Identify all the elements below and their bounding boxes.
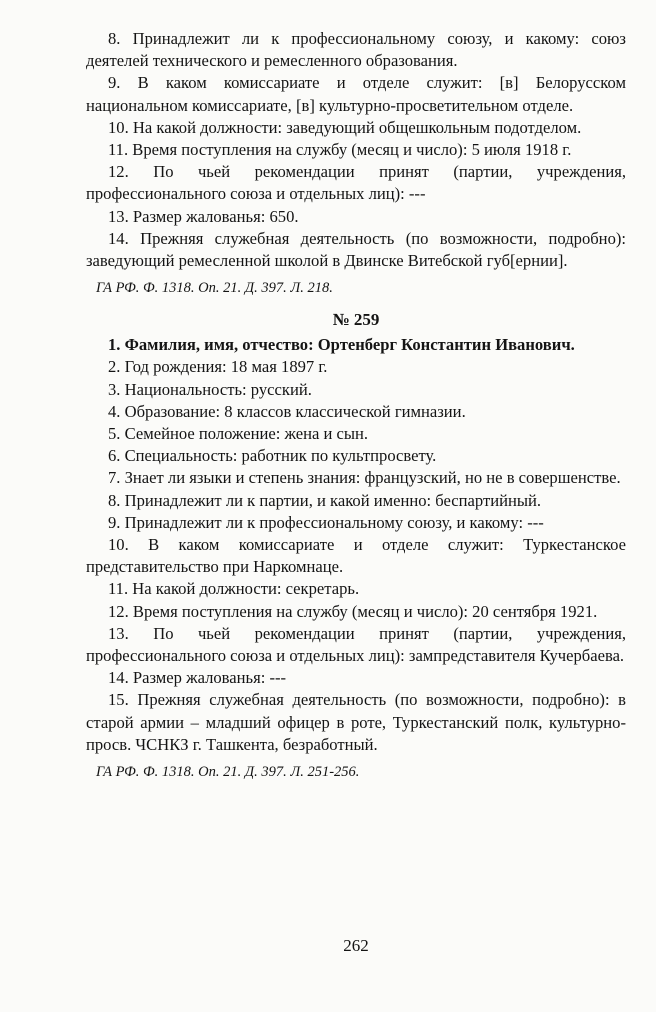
item-8-union: 8. Принадлежит ли к профессиональному союзу, и какому: союз деятелей технического и ремесленного образования. bbox=[86, 29, 626, 71]
archive-citation: ГА РФ. Ф. 1318. Оп. 21. Д. 397. Л. 218. bbox=[96, 280, 333, 297]
item-3-nationality: 3. Национальность: русский. bbox=[108, 379, 312, 399]
item-11-start-date: 11. Время поступления на службу (месяц и число): 5 июля 1918 г. bbox=[108, 140, 572, 160]
archive-citation: ГА РФ. Ф. 1318. Оп. 21. Д. 397. Л. 251-256. bbox=[96, 764, 360, 781]
item-5-family-status: 5. Семейное положение: жена и сын. bbox=[108, 424, 369, 444]
item-15-previous-service: 15. Прежняя служебная деятельность (по возможности, подробно): в старой армии – младший офицер в роте, Туркестанский полк, культурно-просв. ЧСНКЗ г. Ташкента, безработный. bbox=[86, 690, 626, 754]
page-number: 262 bbox=[343, 936, 369, 955]
item-9-commissariat: 9. В каком комиссариате и отделе служит: [в] Белорусском национальном комиссариате, [в] культурно-просветительном отделе. bbox=[86, 73, 626, 115]
item-10-commissariat: 10. В каком комиссариате и отделе служит: Туркестанское представительство при Наркомнаце. bbox=[86, 535, 626, 577]
item-1-full-name: 1. Фамилия, имя, отчество: Ортенберг Константин Иванович. bbox=[108, 335, 575, 355]
item-9-union: 9. Принадлежит ли к профессиональному союзу, и какому: --- bbox=[108, 512, 544, 532]
item-13-salary: 13. Размер жалованья: 650. bbox=[108, 206, 299, 226]
item-14-previous-service: 14. Прежняя служебная деятельность (по возможности, подробно): заведующий ремесленной школой в Двинске Витебской губ[ернии]. bbox=[86, 228, 626, 271]
item-12-recommendation: 12. По чьей рекомендации принят (партии, учреждения, профессионального союза и отдельных лиц): --- bbox=[86, 162, 626, 204]
item-6-specialty: 6. Специальность: работник по культпросвету. bbox=[108, 446, 437, 466]
item-13-recommendation: 13. По чьей рекомендации принят (партии, учреждения, профессионального союза и отдельных лиц): зампредставителя Кучербаева. bbox=[86, 623, 626, 666]
item-7-languages: 7. Знает ли языки и степень знания: французский, но не в совершенстве. bbox=[108, 468, 621, 488]
item-8-party: 8. Принадлежит ли к партии, и какой именно: беспартийный. bbox=[108, 490, 542, 510]
item-4-education: 4. Образование: 8 классов классической гимназии. bbox=[108, 401, 466, 421]
item-2-birth-date: 2. Год рождения: 18 мая 1897 г. bbox=[108, 357, 328, 377]
document-number: № 259 bbox=[332, 310, 380, 330]
item-10-position: 10. На какой должности: заведующий общешкольным подотделом. bbox=[108, 117, 582, 137]
item-11-position: 11. На какой должности: секретарь. bbox=[108, 579, 360, 599]
item-14-salary: 14. Размер жалованья: --- bbox=[108, 668, 287, 688]
item-12-start-date: 12. Время поступления на службу (месяц и число): 20 сентября 1921. bbox=[108, 601, 598, 621]
